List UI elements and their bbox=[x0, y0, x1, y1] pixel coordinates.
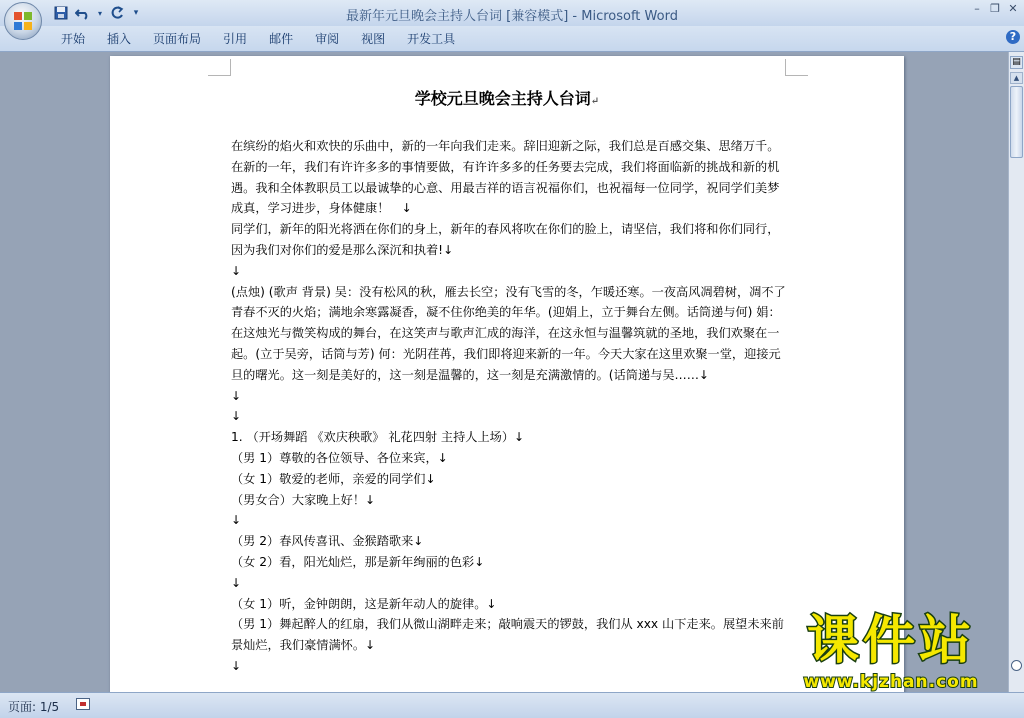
customize-qat-icon[interactable]: ▾ bbox=[133, 8, 139, 18]
body-paragraph: 1. （开场舞蹈 《欢庆秧歌》 礼花四射 主持人上场）↓ bbox=[231, 430, 525, 445]
body-paragraph: ↓ bbox=[231, 409, 242, 424]
status-bar bbox=[0, 692, 1024, 718]
document-page[interactable] bbox=[110, 56, 904, 692]
office-button[interactable] bbox=[4, 2, 42, 40]
body-paragraph: （男女合）大家晚上好！↓ bbox=[231, 492, 376, 507]
body-paragraph: （男 1）舞起醉人的红扇，我们从微山湖畔走来；敲响震天的锣鼓，我们从 xxx 山下走来。展望未来前景灿烂，我们豪情满怀。↓ bbox=[231, 617, 784, 653]
margin-corner-right bbox=[785, 59, 808, 76]
tab-mailings[interactable]: 邮件 bbox=[269, 32, 294, 46]
scroll-thumb[interactable] bbox=[1010, 86, 1023, 158]
tab-page-layout[interactable]: 页面布局 bbox=[153, 32, 202, 46]
title-bar bbox=[0, 0, 1024, 26]
body-paragraph: （女 1）敬爱的老师，亲爱的同学们↓ bbox=[231, 471, 436, 486]
margin-corner-left bbox=[208, 59, 231, 76]
body-paragraph: ↓ bbox=[231, 263, 242, 278]
tab-view[interactable]: 视图 bbox=[361, 32, 386, 46]
help-button[interactable]: ? bbox=[1006, 30, 1020, 44]
document-title-text: 学校元旦晚会主持人台词 bbox=[414, 89, 591, 108]
restore-button[interactable]: ❐ bbox=[990, 2, 1000, 15]
undo-dropdown-icon[interactable]: ▾ bbox=[97, 8, 102, 18]
view-ruler-icon[interactable]: ▤ bbox=[1010, 56, 1023, 69]
scroll-up-icon[interactable]: ▲ bbox=[1010, 72, 1023, 84]
document-body[interactable] bbox=[231, 136, 787, 677]
office-logo-icon bbox=[14, 12, 32, 30]
body-paragraph: ↓ bbox=[231, 575, 242, 590]
tab-developer[interactable]: 开发工具 bbox=[407, 32, 456, 46]
watermark-url: www.kjzhan.com bbox=[803, 672, 979, 692]
body-paragraph: 在缤纷的焰火和欢快的乐曲中，新的一年向我们走来。辞旧迎新之际，我们总是百感交集、思绪万千。在新的一年，我们有许许多多的事情要做，有许许多多的任务要去完成，我们将面临新的挑战和新的机遇。我和全体教职员工以最诚挚的心意、用最吉祥的语言祝福你们，也祝福每一位同学，祝同学们美梦成真，学习进步，身体健康！ ↓ bbox=[231, 139, 780, 216]
tab-references[interactable]: 引用 bbox=[223, 32, 248, 46]
body-paragraph: （男 1）尊敬的各位领导、各位来宾，↓ bbox=[231, 450, 448, 465]
body-paragraph: ↓ bbox=[231, 513, 242, 528]
document-title bbox=[110, 86, 904, 109]
window-title: 最新年元旦晚会主持人台词 [兼容模式] - Microsoft Word bbox=[346, 9, 678, 24]
body-paragraph: 同学们，新年的阳光将洒在你们的身上，新年的春风将吹在你们的脸上，请坚信，我们将和你们同行，因为我们对你们的爱是那么深沉和执着!↓ bbox=[231, 222, 780, 257]
body-paragraph: ↓ bbox=[231, 658, 242, 673]
window-controls bbox=[970, 2, 1020, 16]
watermark bbox=[773, 612, 1009, 694]
browse-object-icon[interactable] bbox=[1011, 660, 1022, 671]
ribbon bbox=[0, 26, 1024, 52]
body-paragraph: （女 1）听，金钟朗朗，这是新年动人的旋律。↓ bbox=[231, 596, 497, 611]
document-workspace bbox=[0, 52, 1008, 692]
tab-home[interactable]: 开始 bbox=[61, 32, 86, 46]
vertical-scrollbar[interactable] bbox=[1008, 52, 1024, 692]
tab-insert[interactable]: 插入 bbox=[107, 32, 132, 46]
ribbon-tabs bbox=[50, 31, 466, 47]
paragraph-mark: ↵ bbox=[590, 96, 600, 107]
close-button[interactable]: ✕ bbox=[1008, 2, 1018, 15]
body-paragraph: (点烛) (歌声 背景) 吴：没有松风的秋，雁去长空；没有飞雪的冬，乍暖还寒。一夜高风凋碧树，凋不了青春不灭的火焰；满地余寒露凝香，凝不住你绝美的年华。(迎娟上，立于舞台左侧。话筒递与何) 娟：在这烛光与微笑构成的舞台，在这笑声与歌声汇成的海洋，在这永恒与温馨筑就的圣地，我们欢聚在一起。(立于吴旁，话筒与芳) 何：光阴荏苒，我们即将迎来新的一年。今天大家在这里欢聚一堂，迎接元旦的曙光。这一刻是美好的，这一刻是温馨的，这一刻是充满激情的。(话筒递与吴……↓ bbox=[231, 284, 786, 382]
page-indicator[interactable]: 页面: 1/5 bbox=[8, 700, 60, 714]
body-paragraph: ↓ bbox=[231, 388, 242, 403]
watermark-brand: 课件站 bbox=[806, 611, 975, 671]
tab-review[interactable]: 审阅 bbox=[315, 32, 340, 46]
body-paragraph: （男 2）春风传喜讯、金猴踏歌来↓ bbox=[231, 534, 424, 549]
minimize-button[interactable]: – bbox=[974, 2, 980, 15]
body-paragraph: （女 2）看，阳光灿烂，那是新年绚丽的色彩↓ bbox=[231, 554, 485, 569]
proofing-icon[interactable] bbox=[76, 698, 90, 710]
